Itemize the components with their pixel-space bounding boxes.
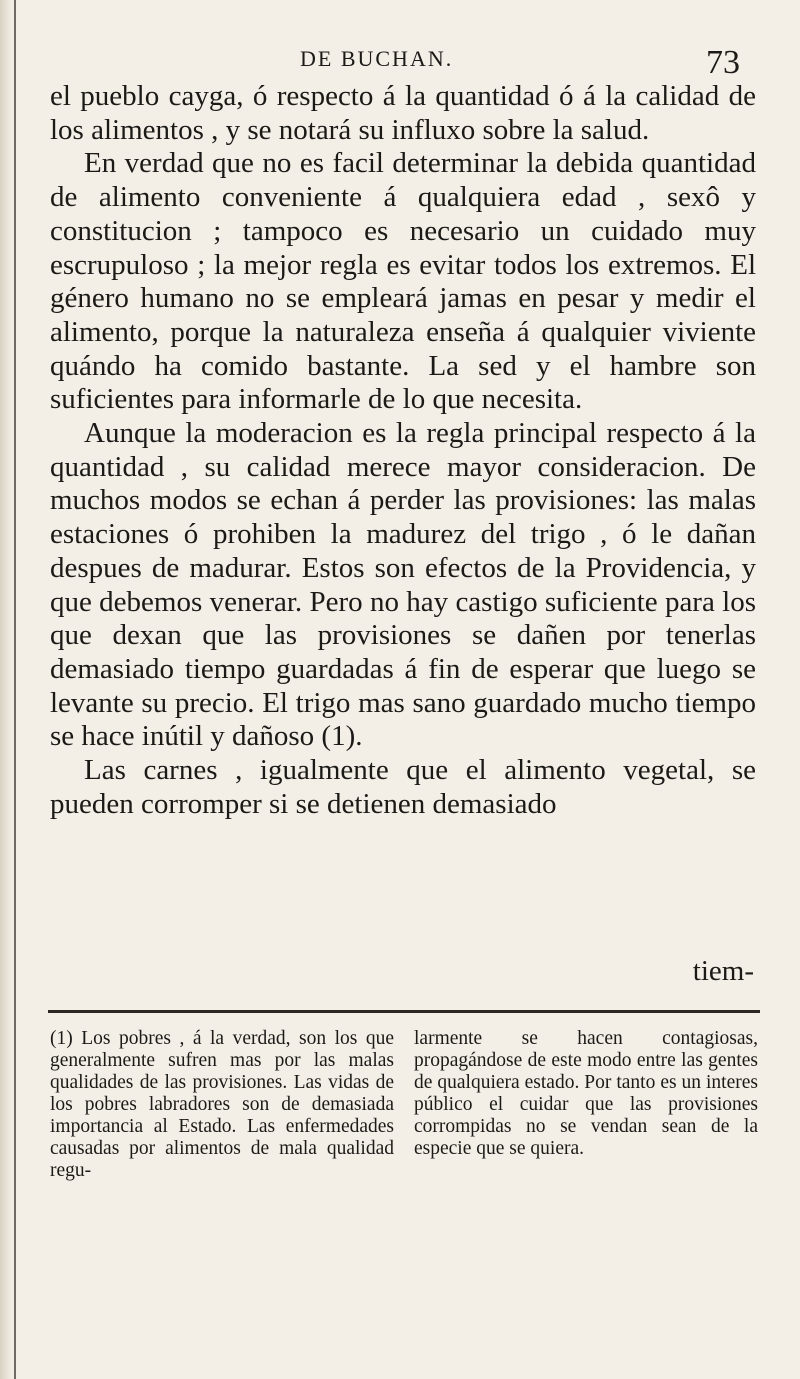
footnote	[50, 1028, 758, 1182]
footnote-column-right	[414, 1028, 758, 1182]
gutter-edge-line	[14, 0, 16, 1379]
catchword: tiem-	[692, 955, 754, 987]
body-text	[50, 80, 756, 821]
page-gutter-shadow	[0, 0, 14, 1379]
footnote-text: (1) Los pobres , á la verdad, son los que generalmente sufren mas por las malas qualidades de las provisiones. Las vidas de los pobres labradores son de demasiada importancia al Estado. Las enfermedades causadas por alimentos de mala qualidad regu-	[50, 1028, 394, 1181]
footnote-column-left	[50, 1028, 394, 1182]
body-paragraph: Las carnes , igualmente que el alimento vegetal, se pueden corromper si se detienen demasiado	[50, 754, 756, 820]
running-title: DE BUCHAN.	[300, 46, 454, 71]
body-paragraph: Aunque la moderacion es la regla principal respecto á la quantidad , su calidad merece mayor consideracion. De muchos modos se echan á perder las provisiones: las malas estaciones ó prohiben la madurez del trigo , ó le dañan despues de madurar. Estos son efectos de la Providencia, y que debemos venerar. Pero no hay castigo suficiente para los que dexan que las provisiones se dañen por tenerlas demasiado tiempo guardadas á fin de esperar que luego se levante su precio. El trigo mas sano guardado mucho tiempo se hace inútil y dañoso (1).	[50, 417, 756, 753]
page-number: 73	[706, 44, 740, 81]
running-head	[0, 44, 800, 84]
footnote-text: larmente se hacen contagiosas, propagándose de este modo entre las gentes de qualquiera estado. Por tanto es un interes público el cuidar que las provisiones corrompidas no se vendan sean de la especie que se quiera.	[414, 1028, 758, 1159]
body-paragraph: En verdad que no es facil determinar la debida quantidad de alimento conveniente á qualquiera edad , sexô y constitucion ; tampoco es necesario un cuidado muy escrupuloso ; la mejor regla es evitar todos los extremos. El género humano no se empleará jamas en pesar y medir el alimento, porque la naturaleza enseña á qualquier viviente quándo ha comido bastante. La sed y el hambre son suficientes para informarle de lo que necesita.	[50, 147, 756, 416]
footnote-rule	[48, 1010, 760, 1013]
body-paragraph: el pueblo cayga, ó respecto á la quantidad ó á la calidad de los alimentos , y se notará su influxo sobre la salud.	[50, 80, 756, 146]
